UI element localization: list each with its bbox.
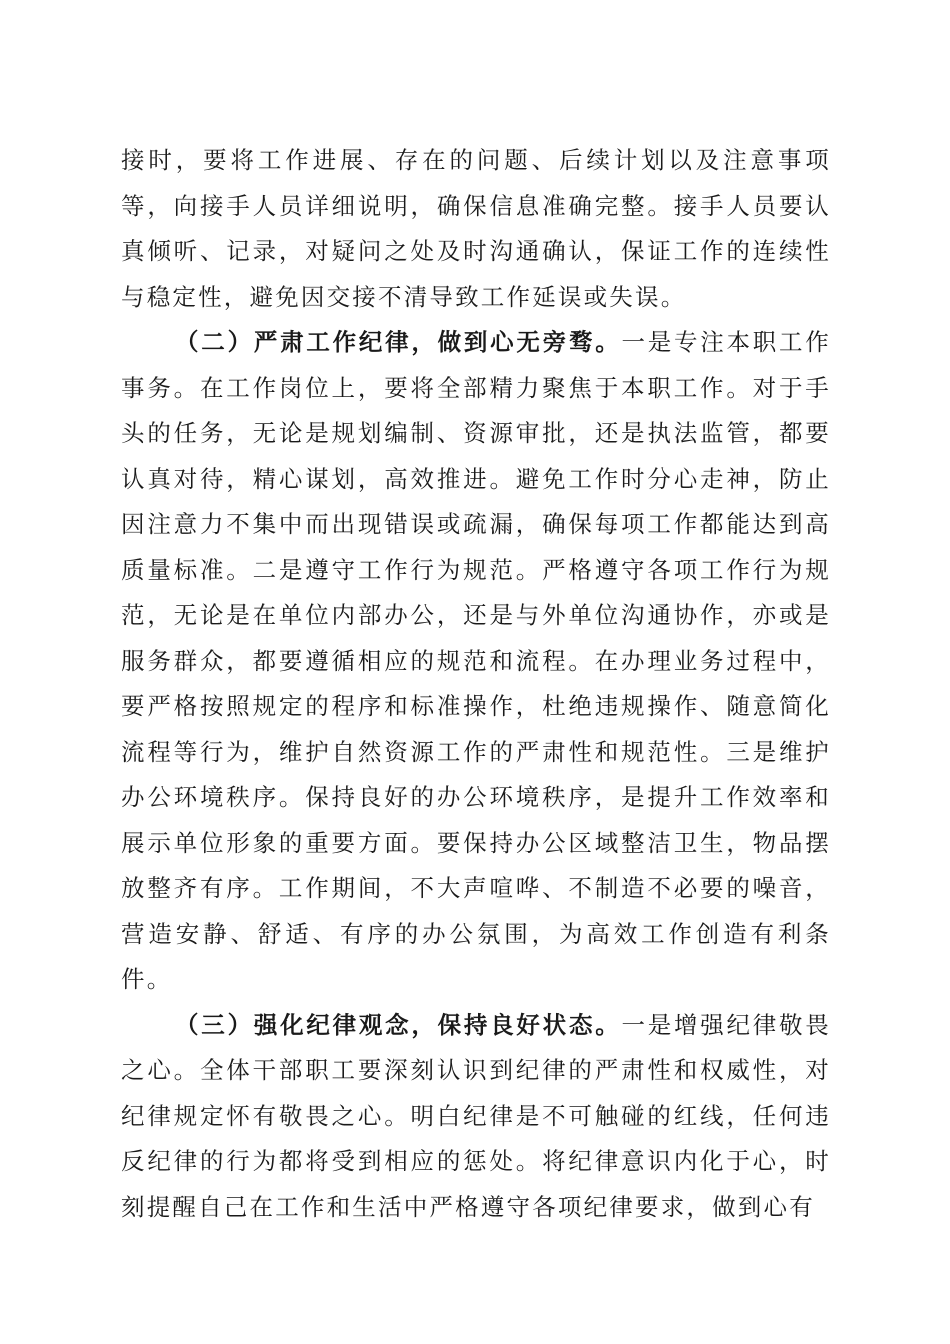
- document-body: [121, 138, 831, 1230]
- paragraph-section-3: [121, 1003, 831, 1231]
- section-heading-3: （三）强化纪律观念，保持良好状态。: [175, 1010, 622, 1039]
- section-heading-2: （二）严肃工作纪律，做到心无旁骛。: [175, 328, 622, 356]
- paragraph-text: 一是专注本职工作事务。在工作岗位上，要将全部精力聚焦于本职工作。对于手头的任务，无论是规划编制、资源审批，还是执法监管，都要认真对待，精心谋划，高效推进。避免工作时分心走神，防止因注意力不集中而出现错误或疏漏，确保每项工作都能达到高质量标准。二是遵守工作行为规范。严格遵守各项工作行为规范，无论是在单位内部办公，还是与外单位沟通协作，亦或是服务群众，都要遵循相应的规范和流程。在办理业务过程中，要严格按照规定的程序和标准操作，杜绝违规操作、随意简化流程等行为，维护自然资源工作的严肃性和规范性。三是维护办公环境秩序。保持良好的办公环境秩序，是提升工作效率和展示单位形象的重要方面。要保持办公区域整洁卫生，物品摆放整齐有序。工作期间，不大声喧哗、不制造不必要的噪音，营造安静、舒适、有序的办公氛围，为高效工作创造有利条件。: [121, 328, 831, 993]
- paragraph-continuation: [121, 138, 831, 320]
- paragraph-text: 接时，要将工作进展、存在的问题、后续计划以及注意事项等，向接手人员详细说明，确保信息准确完整。接手人员要认真倾听、记录，对疑问之处及时沟通确认，保证工作的连续性与稳定性，避免因交接不清导致工作延误或失误。: [121, 146, 831, 311]
- paragraph-section-2: [121, 320, 831, 1003]
- paragraph-text: 一是增强纪律敬畏之心。全体干部职工要深刻认识到纪律的严肃性和权威性，对纪律规定怀有敬畏之心。明白纪律是不可触碰的红线，任何违反纪律的行为都将受到相应的惩处。将纪律意识内化于心，时刻提醒自己在工作和生活中严格遵守各项纪律要求，做到心有: [121, 1010, 831, 1221]
